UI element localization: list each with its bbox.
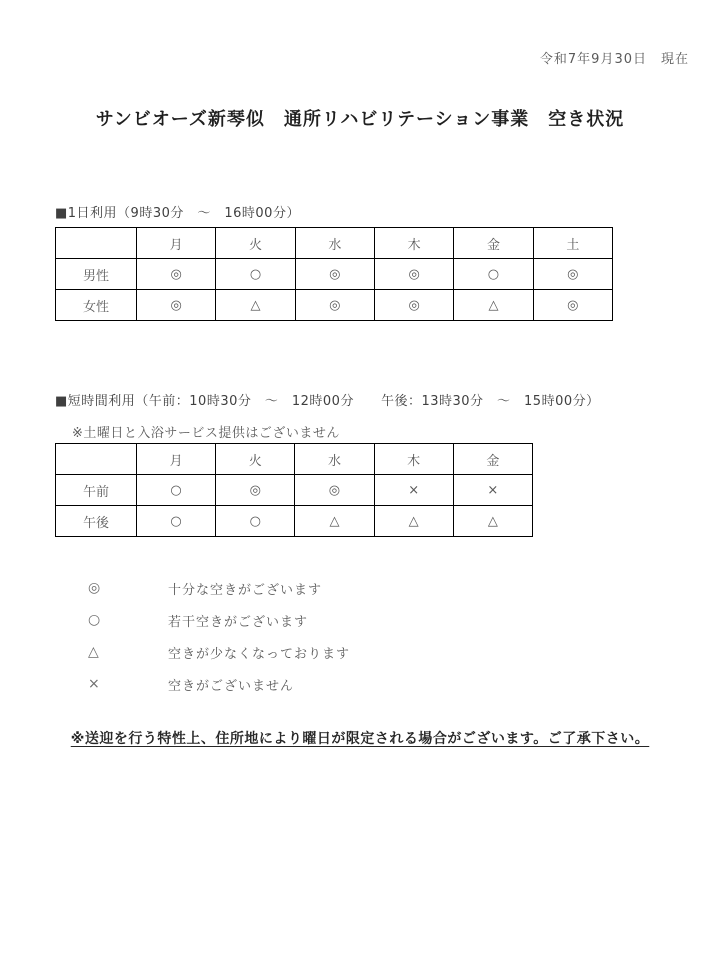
day-header-mon: 月 xyxy=(137,228,216,259)
circle-icon: ○ xyxy=(88,612,101,628)
page-title: サンビオーズ新琴似 通所リハビリテーション事業 空き状況 xyxy=(95,109,625,130)
legend-item-few xyxy=(88,636,350,668)
short-time-heading: ■短時間利用（午前：10時30分 ～ 12時00分 午後：13時30分 ～ 15時00分） xyxy=(55,394,600,409)
legend-item-label: 空きがございません xyxy=(168,678,295,694)
legend-item-none xyxy=(88,668,350,700)
availability-cell: × xyxy=(374,475,453,506)
short-time-note: ※土曜日と入浴サービス提供はございません xyxy=(72,426,340,441)
row-label: 午後 xyxy=(56,506,137,537)
day-header-mon: 月 xyxy=(137,444,216,475)
footer-note: ※送迎を行う特性上、住所地により曜日が限定される場合がございます。ご了承下さい。 xyxy=(70,731,650,747)
row-label: 女性 xyxy=(56,290,137,321)
availability-cell: ○ xyxy=(216,259,295,290)
availability-cell: ◎ xyxy=(374,259,453,290)
day-header-tue: 火 xyxy=(216,444,295,475)
day-header-tue: 火 xyxy=(216,228,295,259)
availability-cell: △ xyxy=(453,506,532,537)
availability-cell: △ xyxy=(216,290,295,321)
full-day-heading: ■1日利用（9時30分 ～ 16時00分） xyxy=(55,206,300,221)
availability-cell: ○ xyxy=(454,259,533,290)
short-time-header-row xyxy=(56,444,533,475)
corner-cell xyxy=(56,444,137,475)
triangle-icon: △ xyxy=(88,644,99,660)
availability-cell: ○ xyxy=(137,475,216,506)
legend xyxy=(88,572,350,700)
availability-cell: △ xyxy=(454,290,533,321)
double-circle-icon: ◎ xyxy=(88,580,101,596)
availability-cell: ◎ xyxy=(295,259,374,290)
legend-item-some xyxy=(88,604,350,636)
table-row-afternoon xyxy=(56,506,533,537)
legend-item-label: 空きが少なくなっております xyxy=(168,646,351,662)
legend-item-full xyxy=(88,572,350,604)
availability-cell: ◎ xyxy=(295,475,374,506)
day-header-sat: 土 xyxy=(533,228,612,259)
day-header-thu: 木 xyxy=(374,444,453,475)
day-header-fri: 金 xyxy=(454,228,533,259)
availability-cell: ◎ xyxy=(533,290,612,321)
table-row-female xyxy=(56,290,613,321)
availability-cell: △ xyxy=(374,506,453,537)
day-header-fri: 金 xyxy=(453,444,532,475)
corner-cell xyxy=(56,228,137,259)
day-header-thu: 木 xyxy=(374,228,453,259)
full-day-table xyxy=(55,227,613,321)
cross-icon: × xyxy=(88,676,100,692)
availability-cell: ○ xyxy=(137,506,216,537)
document-date: 令和7年9月30日 現在 xyxy=(539,52,689,67)
availability-cell: ◎ xyxy=(216,475,295,506)
day-header-wed: 水 xyxy=(295,228,374,259)
availability-cell: ◎ xyxy=(137,259,216,290)
availability-cell: × xyxy=(453,475,532,506)
availability-cell: ○ xyxy=(216,506,295,537)
row-label: 午前 xyxy=(56,475,137,506)
availability-cell: ◎ xyxy=(374,290,453,321)
row-label: 男性 xyxy=(56,259,137,290)
availability-cell: ◎ xyxy=(533,259,612,290)
availability-cell: △ xyxy=(295,506,374,537)
legend-item-label: 十分な空きがございます xyxy=(168,582,323,598)
day-header-wed: 水 xyxy=(295,444,374,475)
availability-cell: ◎ xyxy=(137,290,216,321)
legend-item-label: 若干空きがございます xyxy=(168,614,309,630)
full-day-header-row xyxy=(56,228,613,259)
table-row-male xyxy=(56,259,613,290)
table-row-morning xyxy=(56,475,533,506)
availability-cell: ◎ xyxy=(295,290,374,321)
short-time-table xyxy=(55,443,533,537)
